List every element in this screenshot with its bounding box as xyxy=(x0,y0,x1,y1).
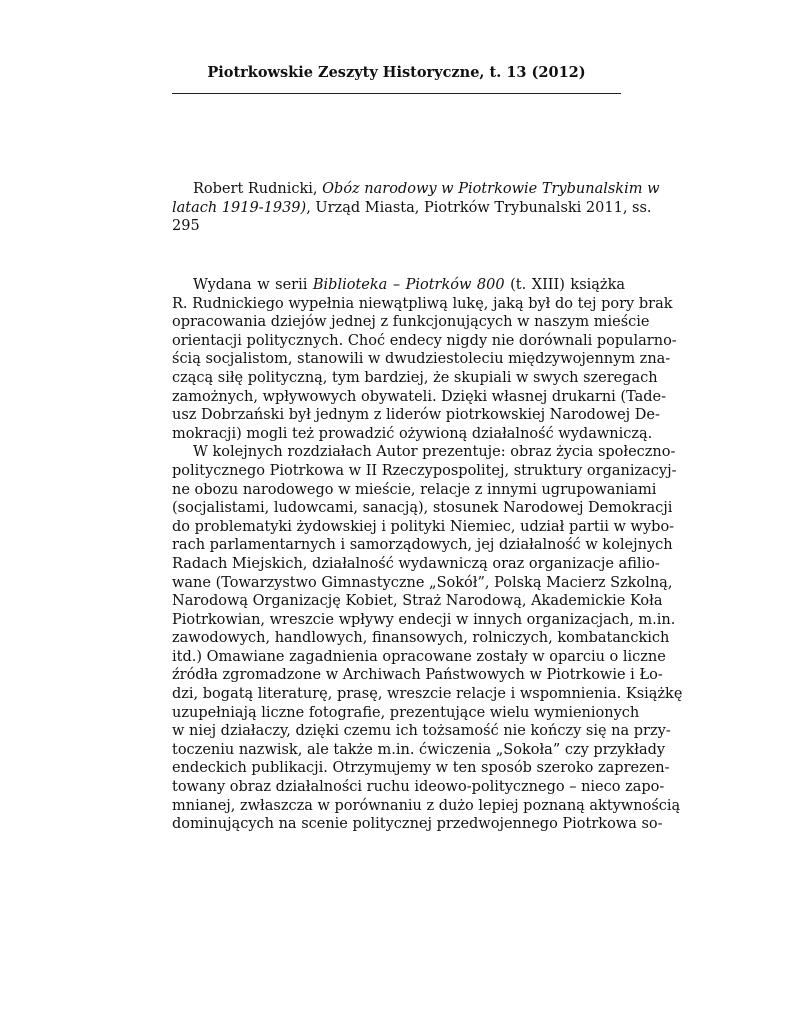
paragraph-2-line: toczeniu nazwisk, ale także m.in. ćwiczenia „Sokoła” czy przykłady xyxy=(172,741,666,758)
paragraph-1-line: usz Dobrzański był jednym z liderów piotrkowskiej Narodowej De- xyxy=(172,407,660,424)
paragraph-2-line: mnianej, zwłaszcza w porównaniu z dużo lepiej poznaną aktywnością xyxy=(172,797,681,814)
header-rule xyxy=(172,93,621,94)
paragraph-2-line: ne obozu narodowego w mieście, relacje z innymi ugrupowaniami xyxy=(172,481,657,498)
paragraph-2-line: dzi, bogatą literaturę, prasę, wreszcie relacje i wspomnienia. Książkę xyxy=(172,686,683,703)
paragraph-1-line: ścią socjalistom, stanowili w dwudziestoleciu międzywojennym zna- xyxy=(172,351,671,368)
citation-title-part-2: latach 1919-1939) xyxy=(172,199,307,216)
paragraph-2-line: rach parlamentarnych i samorządowych, jej działalność w kolejnych xyxy=(172,537,673,554)
paragraph-2-line: Radach Miejskich, działalność wydawniczą oraz organizacje afilio- xyxy=(172,555,660,572)
paragraph-2-line: zawodowych, handlowych, finansowych, rolniczych, kombatanckich xyxy=(172,630,670,647)
p1-line1-text-end: (t. XIII) książka xyxy=(504,277,626,293)
paragraph-2-line: do problematyki żydowskiej i polityki Niemiec, udział partii w wybo- xyxy=(172,518,675,535)
citation-line-1 xyxy=(172,180,660,199)
review-body xyxy=(172,276,683,834)
paragraph-1-line: orientacji politycznych. Choć endecy nigdy nie dorównali popularno- xyxy=(172,332,677,349)
paragraph-2-line: itd.) Omawiane zagadnienia opracowane zostały w oparciu o liczne xyxy=(172,648,666,665)
paragraph-2-line: politycznego Piotrkowa w II Rzeczypospolitej, struktury organizacyj- xyxy=(172,462,677,479)
citation-title-part-1: Obóz narodowy w Piotrkowie Trybunalskim w xyxy=(322,181,660,197)
paragraph-1-line-1 xyxy=(172,276,625,295)
p1-line1-text: Wydana w serii xyxy=(193,277,313,293)
paragraph-1-line: mokracji) mogli też prowadzić ożywioną działalność wydawniczą. xyxy=(172,425,653,442)
paragraph-1-line: czącą siłę polityczną, tym bardziej, że skupiali w swych szeregach xyxy=(172,369,658,386)
paragraph-2-line: w niej działaczy, dzięki czemu ich tożsamość nie kończy się na przy- xyxy=(172,723,671,740)
book-citation xyxy=(172,180,660,236)
paragraph-2-line: uzupełniają liczne fotografie, prezentujące wielu wymienionych xyxy=(172,704,640,721)
citation-publisher: , Urząd Miasta, Piotrków Trybunalski 2011, ss. xyxy=(306,199,652,216)
paragraph-1-line: opracowania dziejów jednej z funkcjonujących w naszym mieście xyxy=(172,314,650,331)
paragraph-2-line: towany obraz działalności ruchu ideowo-politycznego – nieco zapo- xyxy=(172,779,665,796)
paragraph-1 xyxy=(172,276,677,443)
paragraph-1-line: zamożnych, wpływowych obywateli. Dzięki własnej drukarni (Tade- xyxy=(172,388,667,405)
paragraph-2-line: Narodową Organizację Kobiet, Straż Narodową, Akademickie Koła xyxy=(172,593,663,610)
paragraph-2 xyxy=(172,443,683,833)
paragraph-2-line: (socjalistami, ludowcami, sanacją), stosunek Narodowej Demokracji xyxy=(172,500,673,517)
paragraph-2-line: W kolejnych rozdziałach Autor prezentuje: obraz życia społeczno- xyxy=(193,444,676,461)
paragraph-2-line: endeckich publikacji. Otrzymujemy w ten sposób szeroko zaprezen- xyxy=(172,760,670,777)
paragraph-2-line: Piotrkowian, wreszcie wpływy endecji w innych organizacjach, m.in. xyxy=(172,611,676,628)
paragraph-2-line: wane (Towarzystwo Gimnastyczne „Sokół”, Polską Macierz Szkolną, xyxy=(172,574,673,591)
citation-author: Robert Rudnicki, xyxy=(193,181,323,197)
running-header: Piotrkowskie Zeszyty Historyczne, t. 13 (2012) xyxy=(207,64,586,81)
citation-line-3: 295 xyxy=(172,218,200,235)
paragraph-1-line: R. Rudnickiego wypełnia niewątpliwą lukę, jaką był do tej pory brak xyxy=(172,295,673,312)
paragraph-2-line: źródła zgromadzone w Archiwach Państwowych w Piotrkowie i Ło- xyxy=(172,667,663,684)
series-title: Biblioteka – Piotrków 800 xyxy=(312,277,505,293)
paragraph-2-line: dominujących na scenie politycznej przedwojennego Piotrkowa so- xyxy=(172,816,663,833)
citation-line-2 xyxy=(172,199,652,218)
